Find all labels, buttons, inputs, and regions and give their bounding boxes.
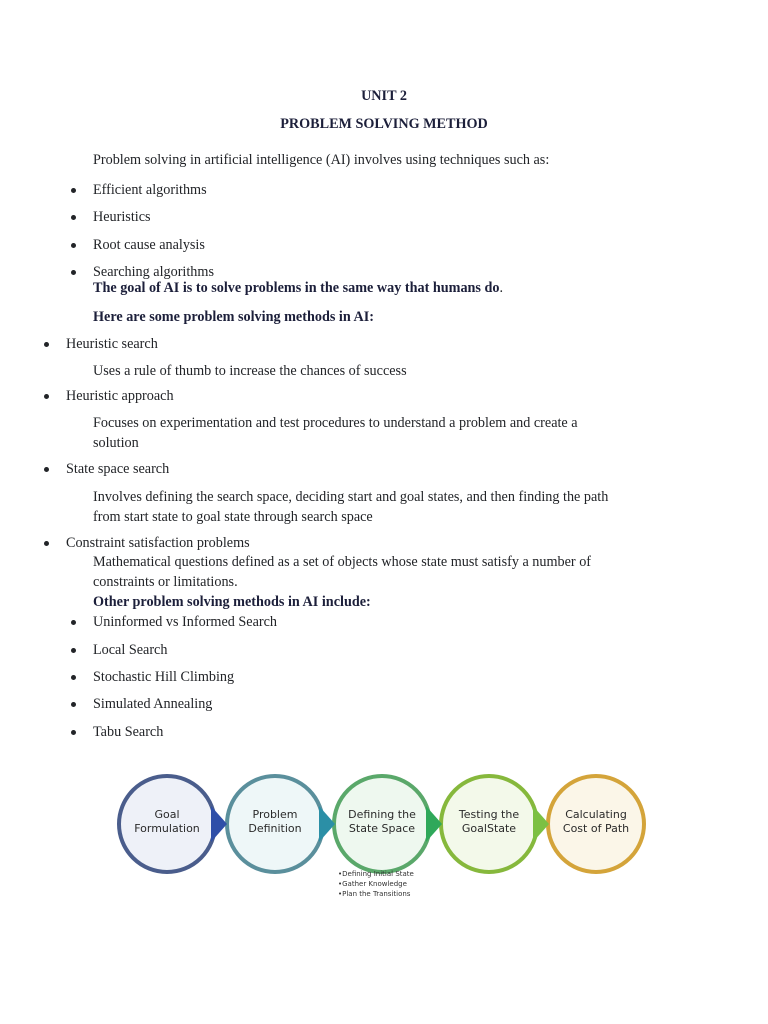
step-label-line2: Formulation [134, 822, 200, 835]
page-title: PROBLEM SOLVING METHOD [280, 116, 488, 132]
step-label-line1: Defining the [348, 808, 416, 821]
process-flow-diagram [112, 770, 657, 905]
goal-statement-period: . [499, 280, 504, 296]
other-method-item: Tabu Search [93, 724, 164, 740]
step-calculating-cost [548, 776, 644, 872]
other-method-item: Uninformed vs Informed Search [93, 614, 277, 630]
step-defining-state-space [334, 776, 430, 872]
method-name: State space search [66, 461, 170, 477]
method-desc: Mathematical questions defined as a set of objects whose state must satisfy a number of [93, 554, 592, 570]
flow-arrow-icon [426, 806, 442, 842]
flow-arrow-icon [319, 806, 335, 842]
bullet [44, 467, 49, 472]
method-desc: from start state to goal state through search space [93, 509, 373, 525]
step-label-line1: Problem [252, 808, 298, 821]
state-space-sub-items [338, 870, 414, 898]
method-name: Constraint satisfaction problems [66, 535, 250, 551]
step-goal-formulation [119, 776, 215, 872]
step-label-line1: Goal [154, 808, 180, 821]
other-method-item: Local Search [93, 642, 168, 658]
methods-heading: Here are some problem solving methods in AI: [93, 309, 374, 325]
technique-item: Searching algorithms [93, 264, 214, 280]
bullet [71, 702, 76, 707]
step-label-line2: Definition [248, 822, 302, 835]
bullet [71, 188, 76, 193]
bullet [71, 675, 76, 680]
technique-item: Efficient algorithms [93, 182, 207, 198]
method-desc: constraints or limitations. [93, 574, 238, 590]
intro-text: Problem solving in artificial intelligence (AI) involves using techniques such as: [93, 152, 550, 168]
flow-arrow-icon [211, 806, 227, 842]
method-name: Heuristic search [66, 336, 158, 352]
method-desc: Focuses on experimentation and test procedures to understand a problem and create a [93, 415, 578, 431]
goal-statement-text: The goal of AI is to solve problems in the same way that humans do [93, 280, 500, 296]
method-name: Heuristic approach [66, 388, 174, 404]
step-label-line2: State Space [348, 822, 416, 835]
sub-item: •Defining Initial State [338, 870, 414, 878]
bullet [44, 541, 49, 546]
bullet [71, 648, 76, 653]
other-method-item: Stochastic Hill Climbing [93, 669, 235, 685]
step-problem-definition [227, 776, 323, 872]
bullet [71, 730, 76, 735]
step-label-line1: Testing the [458, 808, 520, 821]
other-methods-heading: Other problem solving methods in AI include: [93, 594, 371, 610]
bullet [71, 215, 76, 220]
method-desc: Uses a rule of thumb to increase the chances of success [93, 363, 407, 379]
sub-item: •Plan the Transitions [338, 890, 411, 898]
step-testing-goal-state [441, 776, 537, 872]
unit-heading: UNIT 2 [361, 88, 407, 104]
step-label-line2: GoalState [461, 822, 517, 835]
technique-item: Heuristics [93, 209, 151, 225]
flow-arrow-icon [533, 806, 549, 842]
bullet [44, 394, 49, 399]
bullet [44, 342, 49, 347]
technique-item: Root cause analysis [93, 237, 205, 253]
bullet [71, 243, 76, 248]
goal-statement [93, 280, 503, 297]
step-label-line2: Cost of Path [562, 822, 630, 835]
bullet [71, 620, 76, 625]
method-desc: Involves defining the search space, deciding start and goal states, and then finding the path [93, 489, 609, 505]
other-method-item: Simulated Annealing [93, 696, 213, 712]
bullet [71, 270, 76, 275]
sub-item: •Gather Knowledge [338, 880, 407, 888]
method-desc: solution [93, 435, 139, 451]
step-label-line1: Calculating [565, 808, 627, 821]
